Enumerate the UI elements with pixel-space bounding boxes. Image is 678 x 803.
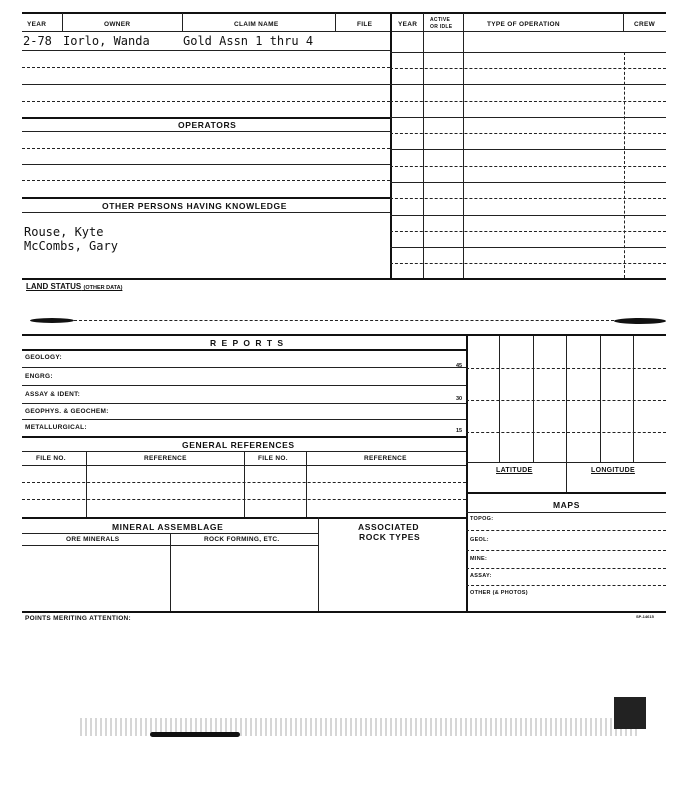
operator-row-line	[22, 164, 390, 165]
owner-row-line	[22, 101, 390, 102]
operators-top-line	[22, 117, 390, 119]
copy-smear	[150, 732, 240, 737]
refs-row-line	[22, 499, 466, 500]
geophys-label: GEOPHYS. & GEOCHEM:	[25, 408, 109, 415]
owner-row-line	[22, 84, 390, 85]
land-status-sub: (OTHER DATA)	[83, 285, 123, 291]
maps-row-line	[466, 568, 666, 569]
refs-row-line	[22, 482, 466, 483]
type-of-operation-header: TYPE OF OPERATION	[487, 21, 560, 28]
coords-divider	[566, 462, 567, 492]
right-row-line	[390, 166, 666, 167]
right-row-line	[390, 215, 666, 216]
right-row-line	[390, 68, 666, 69]
crew-header: CREW	[634, 21, 656, 28]
refs-col-divider	[244, 451, 245, 517]
refs-col-divider	[86, 451, 87, 517]
reports-row-line	[22, 385, 466, 386]
year-header: YEAR	[27, 21, 47, 28]
col-divider	[182, 13, 183, 31]
land-status-title: LAND STATUS	[26, 282, 82, 291]
topog-label: TOPOG:	[470, 516, 494, 522]
entry-owner: Iorlo, Wanda	[63, 34, 150, 48]
operators-title: OPERATORS	[178, 120, 237, 130]
mineral-divider	[318, 517, 319, 611]
grid-col	[566, 336, 567, 462]
land-status-label	[26, 282, 122, 291]
right-row-line	[390, 149, 666, 150]
reports-underline	[22, 349, 466, 351]
right-row-line	[390, 198, 666, 199]
fold-mark	[614, 318, 666, 324]
maps-top-line	[466, 492, 666, 494]
grid-col	[633, 336, 634, 462]
grid-row	[466, 432, 666, 433]
reports-row-line	[22, 403, 466, 404]
bottom-line	[22, 611, 666, 613]
right-row-line	[390, 52, 666, 53]
reports-row-line	[22, 419, 466, 420]
upper-section-bottom	[22, 278, 666, 280]
ref-reference-header: REFERENCE	[144, 455, 187, 462]
col-divider	[62, 13, 63, 31]
maps-row-line	[466, 550, 666, 551]
right-row-line	[390, 182, 666, 183]
persons-top-line	[22, 197, 390, 199]
persons-underline	[22, 212, 390, 213]
entry-claim-name: Gold Assn 1 thru 4	[183, 34, 314, 48]
operator-row-line	[22, 180, 390, 181]
assay-label: ASSAY & IDENT:	[25, 391, 81, 398]
right-row-line	[390, 263, 666, 264]
idle-header: OR IDLE	[430, 24, 453, 30]
reports-title: R E P O R T S	[210, 338, 285, 348]
geology-label: GEOLOGY:	[25, 354, 62, 361]
associated-title: ASSOCIATED	[358, 522, 420, 532]
right-row-line	[390, 84, 666, 85]
general-refs-top-line	[22, 436, 466, 438]
file-header: FILE	[357, 21, 373, 28]
latitude-label: LATITUDE	[496, 467, 533, 474]
owner-row-line	[22, 50, 390, 51]
maps-row-line	[466, 585, 666, 586]
right-row-line	[390, 117, 666, 118]
geol-label: GEOL:	[470, 537, 489, 543]
top-border	[22, 12, 666, 14]
col-divider	[335, 13, 336, 31]
rock-types-title: ROCK TYPES	[359, 532, 421, 542]
grid-row	[466, 368, 666, 369]
form-code: SP-14615	[636, 614, 654, 619]
ref-file-no-header: FILE NO.	[36, 455, 66, 462]
fold-line	[74, 320, 614, 321]
reports-row-line	[22, 367, 466, 368]
refs-col-divider	[306, 451, 307, 517]
ref-reference-header: REFERENCE	[364, 455, 407, 462]
grid-col	[533, 336, 534, 462]
ore-minerals-header: ORE MINERALS	[66, 536, 120, 543]
person-name: McCombs, Gary	[24, 239, 118, 253]
general-references-title: GENERAL REFERENCES	[182, 440, 295, 450]
maps-title: MAPS	[553, 500, 580, 510]
reports-top-line	[22, 334, 666, 336]
scale-30: 30	[456, 396, 463, 402]
right-row-line	[390, 247, 666, 248]
claim-name-header: CLAIM NAME	[234, 21, 279, 28]
operator-row-line	[22, 148, 390, 149]
mine-label: MINE:	[470, 556, 488, 562]
mineral-col-divider	[170, 533, 171, 611]
maps-row-line	[466, 530, 666, 531]
points-meriting-label: POINTS MERITING ATTENTION:	[25, 615, 132, 622]
metallurgical-label: METALLURGICAL:	[25, 424, 87, 431]
ref-file-no-header: FILE NO.	[258, 455, 288, 462]
header-underline	[22, 31, 666, 32]
right-col-divider	[624, 52, 625, 278]
person-name: Rouse, Kyte	[24, 225, 104, 239]
assay-map-label: ASSAY:	[470, 573, 492, 579]
owner-row-line	[22, 67, 390, 68]
mineral-assemblage-title: MINERAL ASSEMBLAGE	[112, 522, 224, 532]
scale-45: 45	[456, 363, 463, 369]
right-row-line	[390, 133, 666, 134]
operators-underline	[22, 131, 390, 132]
entry-year: 2-78	[23, 34, 52, 48]
scale-15: 15	[456, 428, 463, 434]
year-right-header: YEAR	[398, 21, 418, 28]
right-row-line	[390, 101, 666, 102]
other-persons-title: OTHER PERSONS HAVING KNOWLEDGE	[102, 201, 288, 211]
right-grid-border	[466, 334, 468, 611]
other-photos-label: OTHER (& PHOTOS)	[470, 590, 528, 596]
copy-block	[614, 697, 646, 729]
grid-row	[466, 400, 666, 401]
owner-header: OWNER	[104, 21, 131, 28]
maps-underline	[466, 512, 666, 513]
longitude-label: LONGITUDE	[591, 467, 635, 474]
engrg-label: ENGRG:	[25, 373, 53, 380]
fold-mark	[30, 318, 74, 323]
col-divider	[623, 13, 624, 31]
rock-forming-header: ROCK FORMING, ETC.	[204, 536, 280, 543]
grid-col	[499, 336, 500, 462]
mineral-top-line	[22, 517, 466, 519]
right-row-line	[390, 231, 666, 232]
active-header: ACTIVE	[430, 17, 451, 23]
grid-col	[600, 336, 601, 462]
